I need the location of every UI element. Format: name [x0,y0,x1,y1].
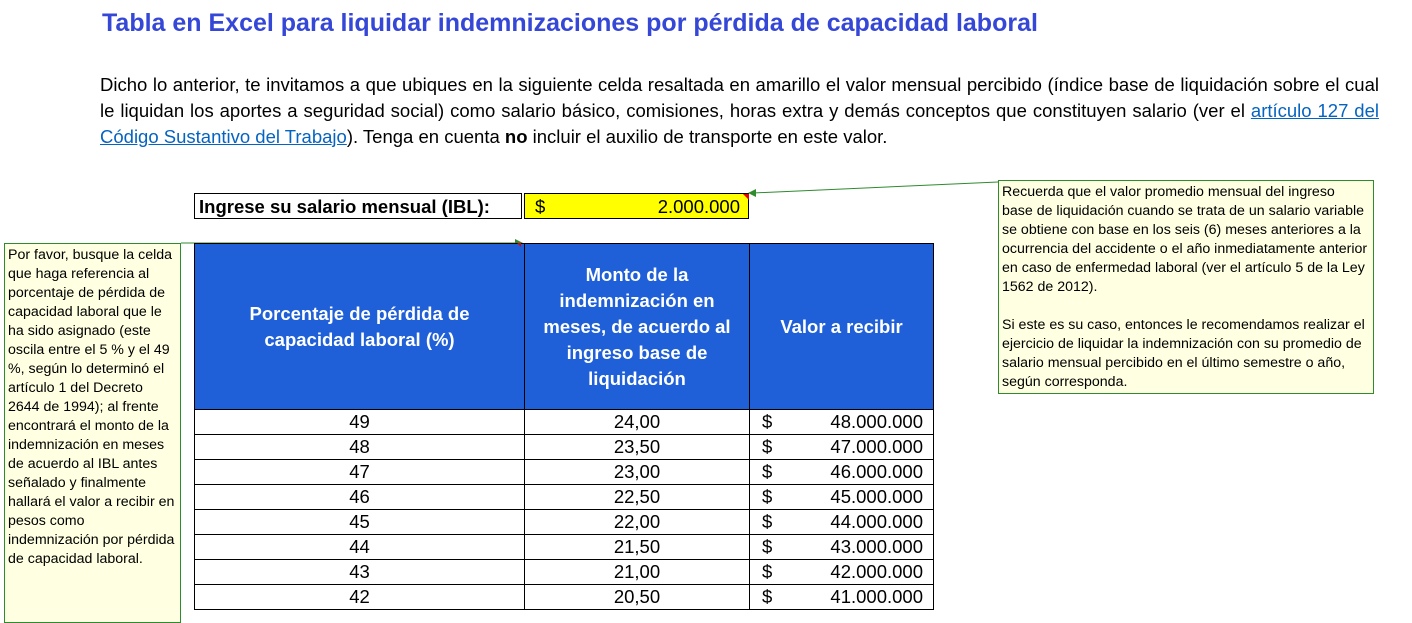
intro-text: Dicho lo anterior, te invitamos a que ubiques en la siguiente celda resaltada en amarillo el valor mensual percibido (índice base de liquidación sobre el cual le liquidan los aportes a seguridad social) como salario básico, comisiones, horas extra y demás conceptos que constituyen salario (ver el [100,74,1379,121]
cell-value[interactable] [750,460,934,485]
cell-percentage[interactable]: 44 [195,535,525,560]
cell-amount: 45.000.000 [830,486,923,507]
cell-amount: 48.000.000 [830,411,923,432]
article-127-link[interactable]: artículo 127 del Código Sustantivo del Trabajo [100,100,1379,147]
cell-amount: 43.000.000 [830,536,923,557]
comment-box-instructions: Por favor, busque la celda que haga referencia al porcentaje de pérdida de capacidad laboral que le ha sido asignado (este oscila entre el 5 % y el 49 %, según lo determinó el artículo 1 del Decreto 2644 de 1994); al frente encontrará el monto de la indemnización en meses de acuerdo al IBL antes señalado y finalmente hallará el valor a recibir en pesos como indemnización por pérdida de capacidad laboral. [4,243,181,623]
header-months[interactable]: Monto de la indemnización en meses, de acuerdo al ingreso base de liquidación [525,244,750,410]
ibl-currency-symbol: $ [535,196,546,217]
page-title: Tabla en Excel para liquidar indemnizaciones por pérdida de capacidad laboral [102,9,1038,37]
cell-currency-symbol: $ [762,511,773,532]
cell-months[interactable]: 23,00 [525,460,750,485]
cell-months[interactable]: 21,00 [525,560,750,585]
header-value[interactable]: Valor a recibir [750,244,934,410]
cell-value[interactable] [750,410,934,435]
table-row [195,435,934,460]
cell-currency-symbol: $ [762,411,773,432]
cell-percentage[interactable]: 46 [195,485,525,510]
comment-right-paragraph-1: Recuerda que el valor promedio mensual del ingreso base de liquidación cuando se trata de un salario variable se obtiene con base en los seis (6) meses anteriores a la ocurrencia del accidente o el año inmediatamente anterior en caso de enfermedad laboral (ver el artículo 5 de la Ley 1562 de 2012). [1002,184,1368,295]
cell-months[interactable]: 22,00 [525,510,750,535]
cell-currency-symbol: $ [762,586,773,607]
cell-value[interactable] [750,510,934,535]
intro-bold-no: no [504,126,528,147]
comment-indicator-icon[interactable] [743,194,749,200]
cell-percentage[interactable]: 47 [195,460,525,485]
cell-months[interactable]: 24,00 [525,410,750,435]
cell-value[interactable] [750,535,934,560]
ibl-input-cell[interactable] [524,193,749,219]
cell-months[interactable]: 21,50 [525,535,750,560]
cell-percentage[interactable]: 42 [195,585,525,610]
cell-percentage[interactable]: 43 [195,560,525,585]
indemnization-table [194,243,934,610]
cell-value[interactable] [750,485,934,510]
intro-text-after-link: ). Tenga en cuenta [346,126,505,147]
comment-box-ibl-note [998,180,1374,394]
table-header-row [195,244,934,410]
table-row [195,585,934,610]
table-row [195,410,934,435]
cell-months[interactable]: 22,50 [525,485,750,510]
cell-currency-symbol: $ [762,561,773,582]
header-percentage[interactable]: Porcentaje de pérdida de capacidad laboral (%) [195,244,525,410]
cell-currency-symbol: $ [762,436,773,457]
cell-percentage[interactable]: 48 [195,435,525,460]
cell-amount: 46.000.000 [830,461,923,482]
cell-months[interactable]: 23,50 [525,435,750,460]
table-row [195,535,934,560]
cell-currency-symbol: $ [762,486,773,507]
cell-amount: 42.000.000 [830,561,923,582]
cell-currency-symbol: $ [762,536,773,557]
comment-right-arrowhead [748,189,756,197]
cell-months[interactable]: 20,50 [525,585,750,610]
table-row [195,560,934,585]
cell-amount: 44.000.000 [830,511,923,532]
intro-text-end: incluir el auxilio de transporte en este valor. [527,126,888,147]
cell-percentage[interactable]: 45 [195,510,525,535]
cell-value[interactable] [750,585,934,610]
cell-amount: 47.000.000 [830,436,923,457]
cell-percentage[interactable]: 49 [195,410,525,435]
intro-paragraph [100,72,1379,150]
table-row [195,485,934,510]
cell-value[interactable] [750,435,934,460]
comment-right-paragraph-2: Si este es su caso, entonces le recomendamos realizar el ejercicio de liquidar la indemnización con su promedio de salario mensual percibido en el último semestre o año, según corresponda. [1002,317,1365,390]
table-row [195,460,934,485]
cell-value[interactable] [750,560,934,585]
table-row [195,510,934,535]
ibl-value[interactable]: 2.000.000 [657,196,740,217]
cell-currency-symbol: $ [762,461,773,482]
comment-right-connector [753,182,998,193]
header-comment-indicator-icon[interactable] [517,243,521,247]
table-body [195,410,934,610]
cell-amount: 41.000.000 [830,586,923,607]
ibl-label: Ingrese su salario mensual (IBL): [194,193,522,219]
